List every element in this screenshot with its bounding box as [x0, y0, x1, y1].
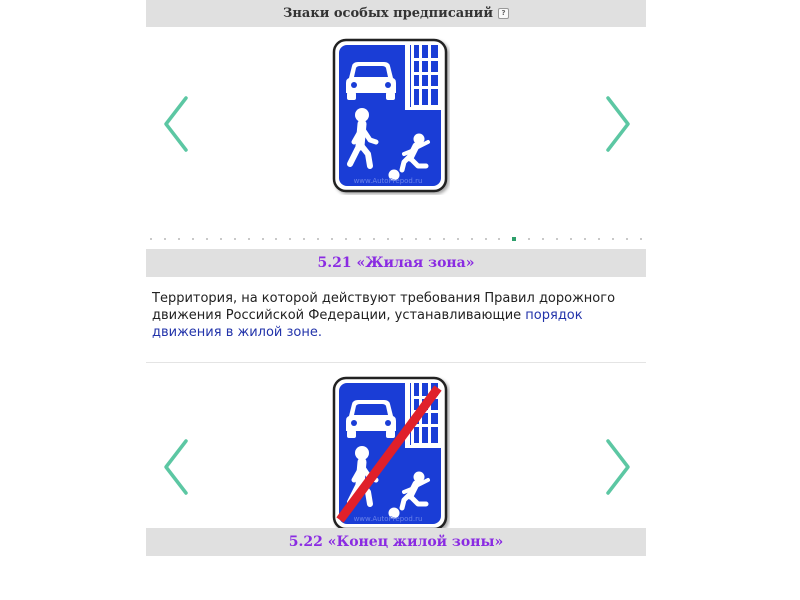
pagination-dot[interactable] — [612, 238, 614, 240]
section-header — [146, 0, 646, 27]
prev-arrow-button[interactable] — [160, 94, 190, 154]
prev-arrow-button[interactable] — [160, 437, 190, 497]
pagination-dot[interactable] — [303, 238, 305, 240]
pagination-dots-1 — [150, 236, 642, 242]
question-icon[interactable]: ? — [498, 8, 509, 19]
divider — [146, 362, 646, 363]
pagination-dot[interactable] — [234, 238, 236, 240]
pagination-dot[interactable] — [401, 238, 403, 240]
chevron-right-icon — [604, 94, 634, 154]
sign-description — [146, 277, 646, 347]
svg-text:www.AutoPrepod.ru: www.AutoPrepod.ru — [353, 515, 423, 523]
pagination-dot[interactable] — [359, 238, 361, 240]
chevron-right-icon — [604, 437, 634, 497]
sign-title-text: 5.21 «Жилая зона» — [317, 255, 475, 271]
next-arrow-button[interactable] — [604, 94, 634, 154]
pagination-dot[interactable] — [640, 238, 642, 240]
sign-image-5-22 — [332, 376, 450, 533]
sign-title-text: 5.22 «Конец жилой зоны» — [288, 534, 504, 550]
pagination-dot[interactable] — [528, 238, 530, 240]
pagination-dot[interactable] — [626, 238, 628, 240]
description-text: Территория, на которой действуют требования Правил дорожного движения Российской Федерации, устанавливающие — [152, 291, 616, 323]
pagination-dot[interactable] — [415, 238, 417, 240]
pagination-dot[interactable] — [485, 238, 487, 240]
pagination-dot[interactable] — [345, 238, 347, 240]
pagination-dot[interactable] — [317, 238, 319, 240]
pagination-dot[interactable] — [598, 238, 600, 240]
section-title: Знаки особых предписаний — [283, 6, 493, 21]
pagination-dot[interactable] — [457, 238, 459, 240]
pagination-dot[interactable] — [498, 238, 500, 240]
pagination-dot[interactable] — [584, 238, 586, 240]
pagination-dot[interactable] — [387, 238, 389, 240]
chevron-left-icon — [160, 94, 190, 154]
pagination-dot[interactable] — [275, 238, 277, 240]
sign-title-5-21 — [146, 249, 646, 277]
pagination-dot[interactable] — [373, 238, 375, 240]
pagination-dot[interactable] — [542, 238, 544, 240]
pagination-dot[interactable] — [429, 238, 431, 240]
svg-text:www.AutoPrepod.ru: www.AutoPrepod.ru — [353, 177, 423, 185]
pagination-dot[interactable] — [262, 238, 264, 240]
pagination-dot-active[interactable] — [512, 237, 516, 241]
pagination-dot[interactable] — [289, 238, 291, 240]
residential-zone-rules-link[interactable]: порядок движения в жилой зоне. — [152, 308, 583, 340]
pagination-dot[interactable] — [220, 238, 222, 240]
pagination-dot[interactable] — [178, 238, 180, 240]
pagination-dot[interactable] — [471, 238, 473, 240]
pagination-dot[interactable] — [443, 238, 445, 240]
sign-title-5-22 — [146, 528, 646, 556]
pagination-dot[interactable] — [248, 238, 250, 240]
chevron-left-icon — [160, 437, 190, 497]
pagination-dot[interactable] — [192, 238, 194, 240]
pagination-dot[interactable] — [556, 238, 558, 240]
pagination-dot[interactable] — [164, 238, 166, 240]
content-column — [146, 0, 646, 554]
pagination-dot[interactable] — [150, 238, 152, 240]
sign-slider-1 — [146, 27, 646, 205]
pagination-dot[interactable] — [206, 238, 208, 240]
pagination-dot[interactable] — [570, 238, 572, 240]
sign-image-5-21 — [332, 38, 450, 195]
pagination-dot[interactable] — [331, 238, 333, 240]
next-arrow-button[interactable] — [604, 437, 634, 497]
